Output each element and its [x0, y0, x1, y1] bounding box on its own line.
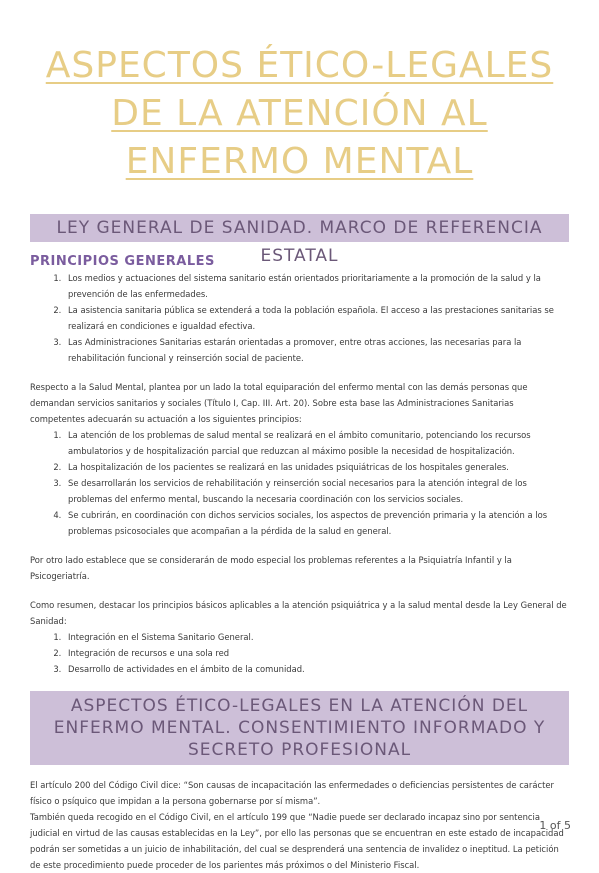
page-title-text: ASPECTOS ÉTICO-LEGALES DE LA ATENCIÓN AL ENFERMO MENTAL: [45, 45, 554, 182]
page-number: 1 of 5: [539, 819, 571, 832]
principios-generales-heading: PRINCIPIOS GENERALES: [30, 254, 215, 269]
section-heading-etico-legales: ASPECTOS ÉTICO-LEGALES EN LA ATENCIÓN DEL ENFERMO MENTAL. CONSENTIMIENTO INFORMADO Y SECRETO PROFESIONAL: [30, 691, 569, 765]
summary-list: [30, 629, 569, 677]
list-item: 2. Integración de recursos e una sola red: [64, 645, 569, 661]
title-block: [0, 0, 599, 186]
section1-content: [30, 254, 569, 677]
list-item: 2. La asistencia sanitaria pública se extenderá a toda la población española. El acceso a las prestaciones sanitarias se realizará en condiciones e igualdad efectiva.: [64, 302, 569, 334]
paragraph-articulo-199: También queda recogido en el Código Civil, en el artículo 199 que “Nadie puede ser declarado incapaz sino por sentencia judicial en virtud de las causas establecidas en la Ley”, por ello las personas que se encuentran en este estado de incapacidad podrán ser sometidas a un juicio de inhabilitación, del cual se desprenderá una sentencia de invalidez o ineptitud. La petición de este procedimiento puede proceder de los parientes más próximos o del Ministerio Fiscal.: [30, 812, 564, 870]
list-item: 3. Las Administraciones Sanitarias estarán orientadas a promover, entre otras acciones, las necesarias para la rehabilitación funcional y reinserción social de paciente.: [64, 334, 569, 366]
principles-list: [30, 270, 569, 366]
paragraph-psiquiatria-infantil: Por otro lado establece que se considerarán de modo especial los problemas referentes a la Psiquiatría Infantil y la Psicogeriatría.: [30, 555, 512, 581]
list-item: 1. La atención de los problemas de salud mental se realizará en el ámbito comunitario, potenciando los recursos ambulatorios y de hospitalización parcial que reduzcan al máximo posible la necesidad de hospitalización.: [64, 427, 569, 459]
mental-health-principles-list: [30, 427, 569, 539]
page-title: [40, 42, 560, 186]
list-item: 2. La hospitalización de los pacientes se realizará en las unidades psiquiátricas de los hospitales generales.: [64, 459, 569, 475]
list-item: 1. Integración en el Sistema Sanitario General.: [64, 629, 569, 645]
list-item: 3. Desarrollo de actividades en el ámbito de la comunidad.: [64, 661, 569, 677]
section-heading-ley-general: LEY GENERAL DE SANIDAD. MARCO DE REFERENCIA ESTATAL: [30, 214, 569, 242]
list-item: 1. Los medios y actuaciones del sistema sanitario están orientados prioritariamente a la promoción de la salud y la prevención de las enfermedades.: [64, 270, 569, 302]
list-item: 4. Se cubrirán, en coordinación con dichos servicios sociales, los aspectos de prevención primaria y la atención a los problemas psicosociales que acompañan a la pérdida de la salud en general.: [64, 507, 569, 539]
paragraph-salud-mental: Respecto a la Salud Mental, plantea por un lado la total equiparación del enfermo mental con las demás personas que demandan servicios sanitarios y sociales (Título I, Cap. III. Art. 20). Sobre esta base las Administraciones Sanitarias competentes adecuarán su actuación a los siguientes principios:: [30, 382, 528, 424]
paragraph-articulo-200: El artículo 200 del Código Civil dice: “Son causas de incapacitación las enfermedades o deficiencias persistentes de carácter físico o psíquico que impidan a la persona gobernarse por sí misma”.: [30, 780, 554, 806]
paragraph-resumen: Como resumen, destacar los principios básicos aplicables a la atención psiquiátrica y a la salud mental desde la Ley General de Sanidad:: [30, 600, 567, 626]
section2-content: [30, 777, 569, 873]
list-item: 3. Se desarrollarán los servicios de rehabilitación y reinserción social necesarios para la atención integral de los problemas del enfermo mental, buscando la necesaria coordinación con los servicios sociales.: [64, 475, 569, 507]
